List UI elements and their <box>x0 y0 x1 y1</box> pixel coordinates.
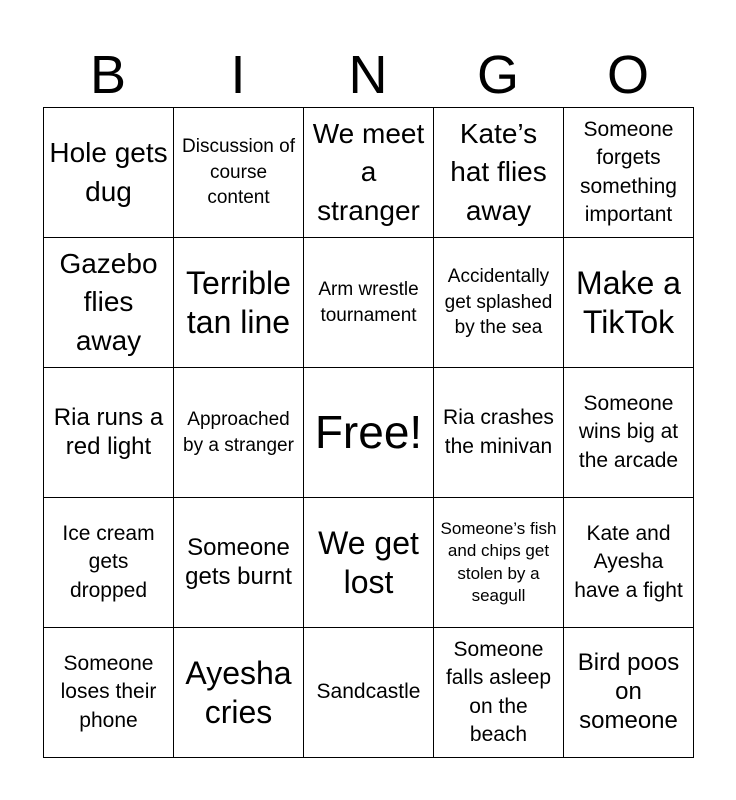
header-letter-i: I <box>230 45 246 105</box>
bingo-cell[interactable] <box>304 628 434 758</box>
bingo-cell[interactable] <box>434 628 564 758</box>
bingo-cell[interactable] <box>434 238 564 368</box>
bingo-cell[interactable] <box>564 368 694 498</box>
cell-text: Discussion of course content <box>182 136 295 209</box>
bingo-cell[interactable] <box>44 108 174 238</box>
free-cell[interactable] <box>304 368 434 498</box>
bingo-cell[interactable] <box>434 368 564 498</box>
cell-text: Terrible tan line <box>186 265 291 340</box>
cell-text: Arm wrestle tournament <box>318 278 419 326</box>
bingo-cell[interactable] <box>44 498 174 628</box>
cell-text: Someone forgets something important <box>580 117 677 226</box>
cell-text: Hole gets dug <box>49 136 168 207</box>
cell-text: Sandcastle <box>316 680 421 704</box>
bingo-cell[interactable] <box>174 628 304 758</box>
bingo-board <box>43 107 694 758</box>
cell-text: Bird poos on someone <box>577 649 680 734</box>
cell-text: Someone falls asleep on the beach <box>445 637 552 746</box>
cell-text: Approached by a stranger <box>183 408 294 456</box>
cell-text: Free! <box>314 406 423 459</box>
bingo-cell[interactable] <box>304 498 434 628</box>
cell-text: We meet a stranger <box>312 117 425 226</box>
cell-text: Gazebo flies away <box>59 247 158 356</box>
bingo-cell[interactable] <box>564 108 694 238</box>
header-letter-o: O <box>606 45 649 105</box>
header-letter-n: N <box>348 45 388 105</box>
bingo-cell[interactable] <box>564 628 694 758</box>
header-letter-g: G <box>476 45 519 105</box>
cell-text: Someone gets burnt <box>185 533 292 590</box>
cell-text: Make a TikTok <box>576 265 681 340</box>
bingo-cell[interactable] <box>174 108 304 238</box>
bingo-cell[interactable] <box>434 108 564 238</box>
bingo-cell[interactable] <box>174 368 304 498</box>
bingo-cell[interactable] <box>434 498 564 628</box>
cell-text: Kate’s hat flies away <box>450 117 547 226</box>
cell-text: Ria crashes the minivan <box>443 406 554 458</box>
bingo-cell[interactable] <box>304 238 434 368</box>
bingo-header <box>43 44 693 106</box>
bingo-cell[interactable] <box>44 628 174 758</box>
bingo-cell[interactable] <box>564 498 694 628</box>
cell-text: Ice cream gets dropped <box>62 521 155 602</box>
header-letter-b: B <box>89 45 127 105</box>
cell-text: Someone wins big at the arcade <box>578 391 679 472</box>
cell-text: Kate and Ayesha have a fight <box>574 521 683 602</box>
cell-text: We get lost <box>318 525 419 600</box>
bingo-cell[interactable] <box>304 108 434 238</box>
bingo-cell[interactable] <box>174 498 304 628</box>
bingo-cell[interactable] <box>564 238 694 368</box>
bingo-cell[interactable] <box>44 238 174 368</box>
cell-text: Ayesha cries <box>185 655 292 730</box>
cell-text: Accidentally get splashed by the sea <box>444 266 553 339</box>
bingo-cell[interactable] <box>174 238 304 368</box>
cell-text: Someone’s fish and chips get stolen by a seagull <box>440 519 557 605</box>
bingo-cell[interactable] <box>44 368 174 498</box>
cell-text: Someone loses their phone <box>60 651 157 732</box>
cell-text: Ria runs a red light <box>53 403 164 460</box>
